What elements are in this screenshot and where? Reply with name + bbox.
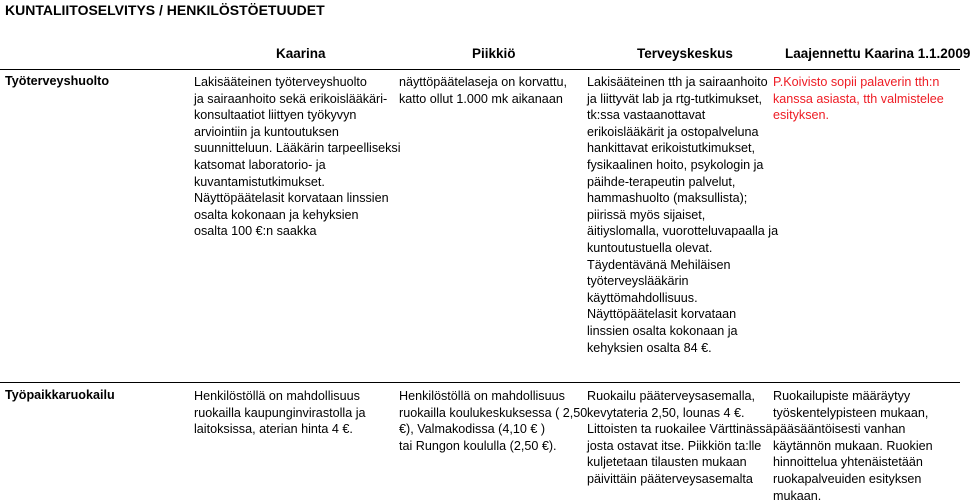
cell-piikkio-tyoterveyshuolto: näyttöpäätelaseja on korvattu, katto ollut 1.000 mk aikanaan	[399, 75, 568, 106]
row-divider-middle	[0, 382, 960, 383]
row-label-tyoterveyshuolto: Työterveyshuolto	[5, 74, 110, 88]
cell-laajennettu-tyopaikkaruokailu: Ruokailupiste määräytyy työskentelypisteen mukaan, pääsääntöisesti vanhan käytännön mukaan. Ruokien hinnoittelua yhtenäistetään ruokapalveuiden esityksen mukaan.	[773, 389, 933, 503]
row-label-tyopaikkaruokailu: Työpaikkaruokailu	[5, 388, 115, 402]
cell-kaarina-tyopaikkaruokailu: Henkilöstöllä on mahdollisuus ruokailla kaupunginvirastolla ja laitoksissa, aterian hinta 4 €.	[194, 389, 366, 437]
column-header-terveyskeskus: Terveyskeskus	[637, 46, 733, 61]
cell-piikkio-tyopaikkaruokailu: Henkilöstöllä on mahdollisuus ruokailla koulukeskuksessa ( 2,50 €), Valmakodissa (4,10 € ) tai Rungon koululla (2,50 €).	[399, 389, 588, 453]
cell-terveyskeskus-tyoterveyshuolto: Lakisääteinen tth ja sairaanhoito ja liittyvät lab ja rtg-tutkimukset, tk:ssa vastaanottavat erikoislääkärit ja ostopalveluna hankittavat erikoistutkimukset, fysikaalinen hoito, psykologin ja päihde-terapeutin palvelut, hammashuolto (maksullista); piirissä myös sijaiset, äitiyslomalla, vuorotteluvapaalla ja kuntoutustuella olevat. Täydentävänä Mehiläisen työterveyslääkärin käyttömahdollisuus. Näyttöpäätelasit korvataan linssien osalta kokonaan ja kehyksien osalta 84 €.	[587, 75, 779, 355]
cell-terveyskeskus-tyopaikkaruokailu: Ruokailu pääterveysasemalla, kevytateria 2,50, lounas 4 €. Littoisten ta ruokailee Värttinässä, josta ostavat itse. Piikkiön ta:lle kuljetetaan tilausten mukaan päivittäin pääterveysasemalta	[587, 389, 777, 486]
row-divider-top	[0, 69, 960, 70]
cell-kaarina-tyoterveyshuolto: Lakisääteinen työterveyshuolto ja sairaanhoito sekä erikoislääkäri- konsultaatiot liittyen työkyvyn arviointiin ja kuntoutuksen suunnitteluun. Lääkärin tarpeelliseksi katsomat laboratorio- ja kuvantamistutkimukset. Näyttöpäätelasit korvataan linssien osalta kokonaan ja kehyksien osalta 100 €:n saakka	[194, 75, 401, 239]
column-header-kaarina: Kaarina	[276, 46, 326, 61]
column-header-laajennettu-kaarina: Laajennettu Kaarina 1.1.2009	[785, 46, 970, 61]
cell-laajennettu-tyoterveyshuolto-note: P.Koivisto sopii palaverin tth:n kanssa asiasta, tth valmistelee esityksen.	[773, 75, 944, 123]
column-header-piikkio: Piikkiö	[472, 46, 516, 61]
page-title: KUNTALIITOSELVITYS / HENKILÖSTÖETUUDET	[5, 2, 325, 18]
